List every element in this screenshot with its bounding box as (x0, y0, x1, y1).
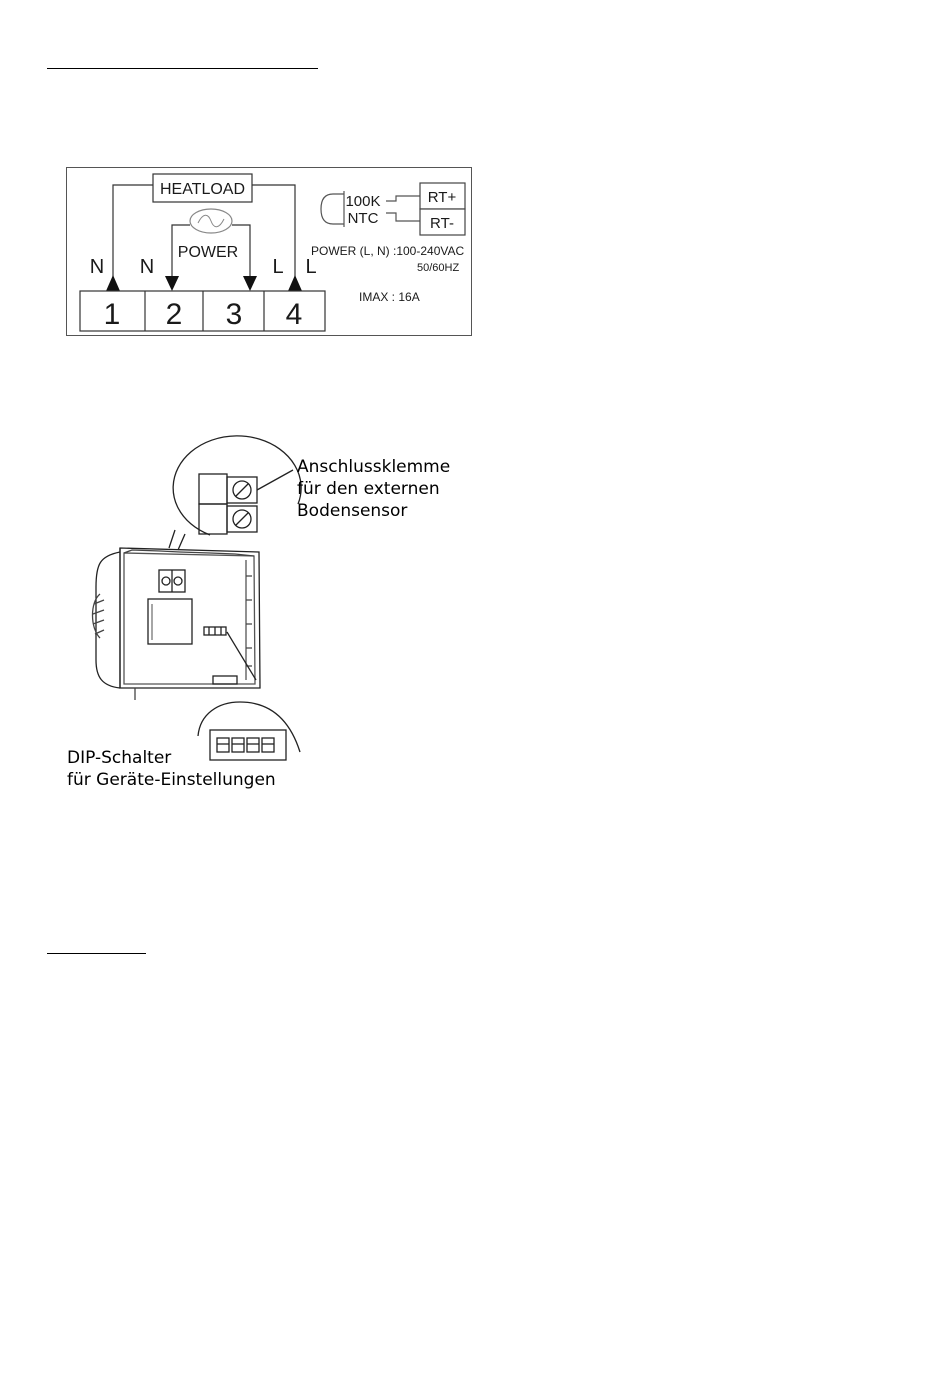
spec-imax: IMAX : 16A (359, 290, 420, 304)
relay-block (148, 599, 192, 644)
heatload-label: HEATLOAD (159, 181, 246, 198)
dip-callout-line2: für Geräte-Einstellungen (67, 770, 276, 790)
terminal-callout-line1: Anschlussklemme (297, 457, 451, 477)
rt-plus-label: RT+ (427, 189, 457, 206)
magnified-terminal-lower (199, 504, 227, 534)
terminal-2: 2 (165, 298, 183, 331)
terminal-3: 3 (225, 298, 243, 331)
housing-outer (120, 548, 260, 688)
dip-callout-line1: DIP-Schalter (67, 748, 172, 768)
wiring-diagram (66, 167, 472, 337)
label-l-2: L (305, 256, 317, 278)
terminal-callout (297, 456, 450, 522)
terminal-callout-line2: für den externen (297, 479, 440, 499)
label-n-1: N (89, 256, 105, 278)
spec-power: POWER (L, N) :100-240VAC (311, 244, 465, 258)
label-n-2: N (139, 256, 155, 278)
magnified-terminal-upper (199, 474, 227, 504)
dip-callout (67, 747, 276, 791)
spec-frequency: 50/60HZ (417, 262, 460, 274)
heading-underline-bottom (47, 953, 146, 954)
terminal-4: 4 (285, 298, 303, 331)
rt-minus-label: RT- (430, 215, 454, 232)
terminal-callout-line3: Bodensensor (297, 501, 408, 521)
terminal-1: 1 (103, 298, 121, 331)
terminal-magnifier (173, 436, 301, 535)
power-label: POWER (177, 244, 239, 261)
label-l-1: L (272, 256, 284, 278)
heading-underline-top (47, 68, 318, 69)
housing-side (96, 552, 120, 688)
ntc-line2: NTC (347, 210, 379, 227)
ntc-line1: 100K (345, 193, 381, 210)
